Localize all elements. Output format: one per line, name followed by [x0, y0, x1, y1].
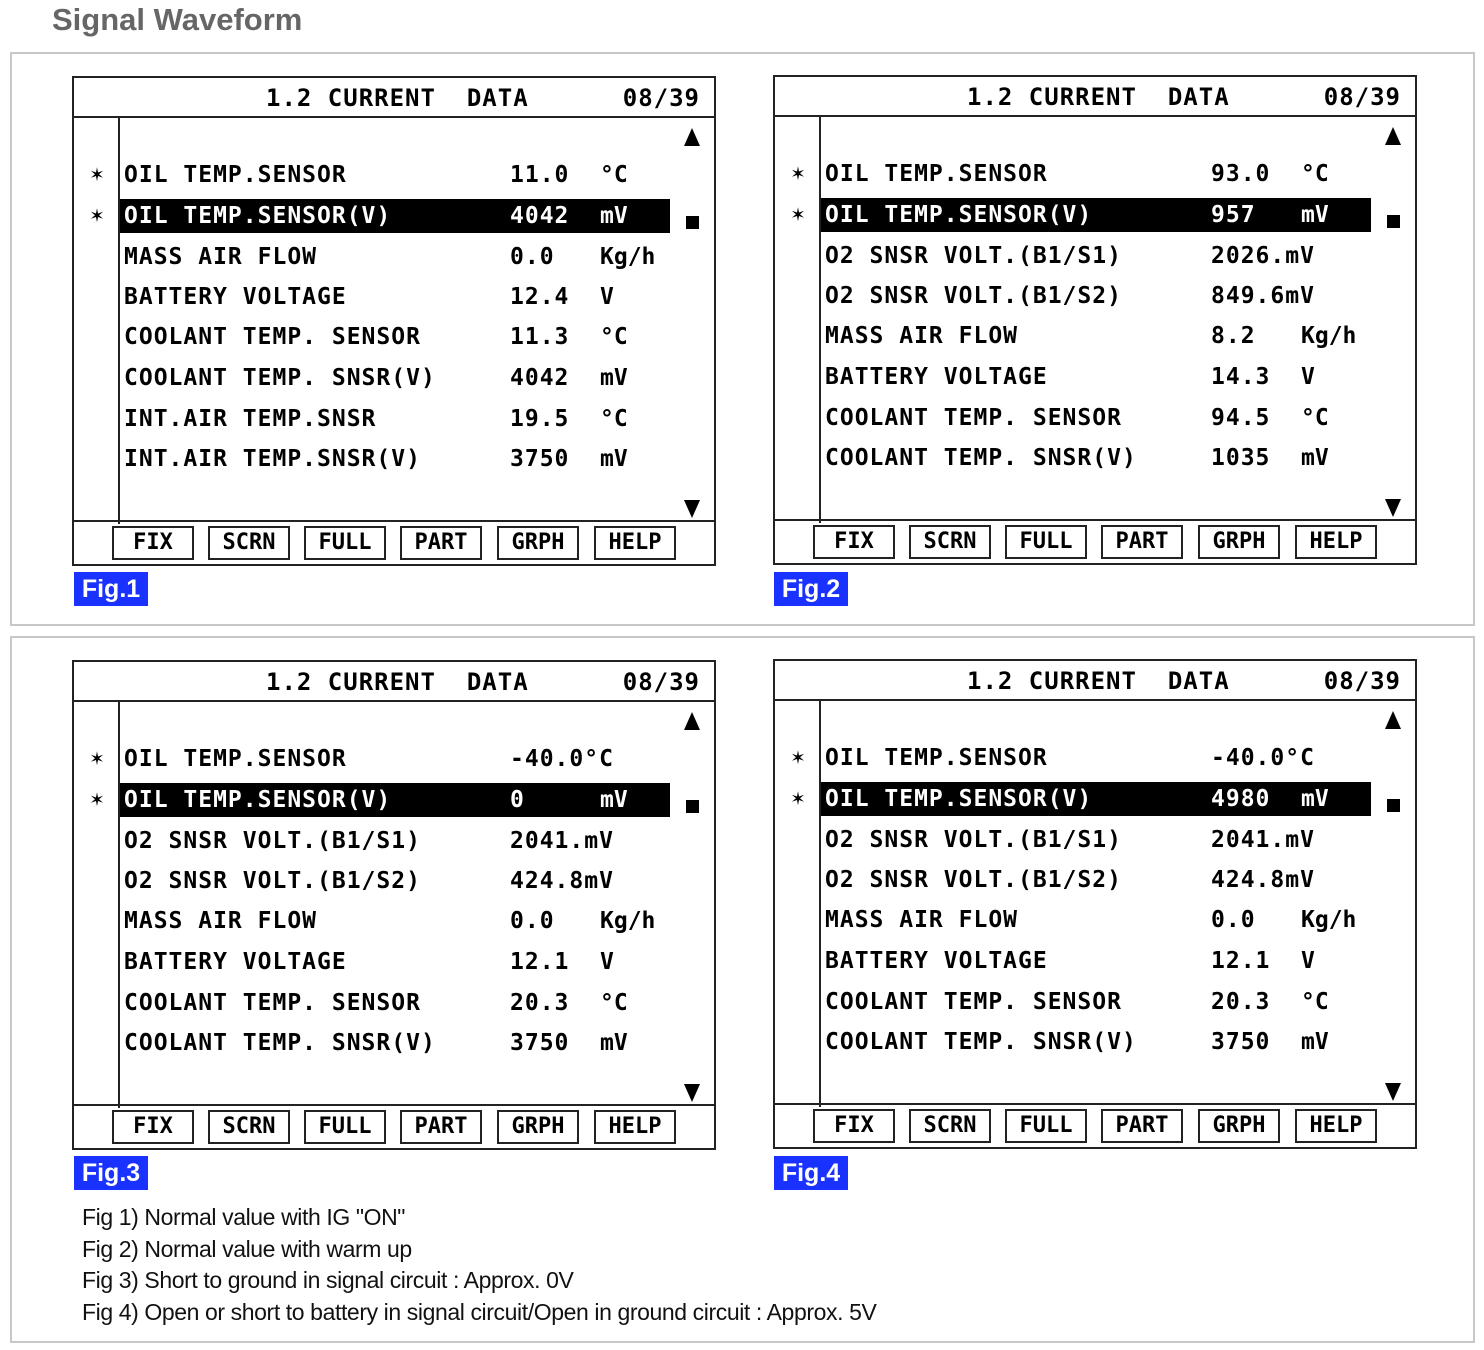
- data-row[interactable]: [120, 742, 670, 776]
- asterisk-icon: ✶: [90, 746, 104, 771]
- data-row[interactable]: [821, 157, 1371, 191]
- asterisk-icon: ✶: [791, 745, 805, 770]
- row-unit: V: [600, 284, 614, 310]
- fkey-scrn-button[interactable]: SCRN: [909, 1109, 991, 1143]
- row-label: OIL TEMP.SENSOR: [825, 745, 1048, 771]
- data-list: [118, 702, 674, 1108]
- data-row[interactable]: [821, 1025, 1371, 1059]
- row-value: 19.5: [510, 406, 570, 432]
- fkey-grph-button[interactable]: GRPH: [1198, 525, 1280, 559]
- triangle-down-icon[interactable]: [684, 500, 700, 518]
- page-counter: 08/39: [622, 84, 700, 112]
- screen-title: 1.2 CURRENT DATA: [266, 668, 529, 696]
- row-label: COOLANT TEMP. SENSOR: [825, 405, 1122, 431]
- fkey-part-button[interactable]: PART: [400, 526, 482, 560]
- row-unit: °C: [1301, 405, 1329, 431]
- row-label: COOLANT TEMP. SNSR(V): [124, 365, 436, 391]
- asterisk-icon: ✶: [90, 162, 104, 187]
- fig-label-1: Fig.1: [74, 572, 148, 606]
- row-unit: mV: [600, 365, 628, 391]
- row-label: MASS AIR FLOW: [825, 323, 1019, 349]
- asterisk-icon: ✶: [90, 787, 104, 812]
- row-label: OIL TEMP.SENSOR(V): [825, 786, 1093, 812]
- row-label: COOLANT TEMP. SNSR(V): [825, 445, 1137, 471]
- function-key-bar: [74, 1104, 714, 1148]
- fkey-full-button[interactable]: FULL: [1005, 1109, 1087, 1143]
- row-value: 12.1: [510, 949, 570, 975]
- row-value: 93.0: [1211, 161, 1271, 187]
- data-row[interactable]: [821, 782, 1371, 816]
- triangle-up-icon[interactable]: [1385, 127, 1401, 145]
- row-unit: Kg/h: [600, 244, 656, 270]
- row-label: OIL TEMP.SENSOR: [124, 162, 347, 188]
- row-label: INT.AIR TEMP.SNSR(V): [124, 446, 421, 472]
- data-row[interactable]: [821, 360, 1371, 394]
- row-value: 4042: [510, 203, 570, 229]
- row-value: 0.0: [510, 244, 555, 270]
- row-value: -40.0°C: [1211, 745, 1315, 771]
- data-row[interactable]: [120, 158, 670, 192]
- data-row[interactable]: [821, 863, 1371, 897]
- row-label: INT.AIR TEMP.SNSR: [124, 406, 377, 432]
- row-value: 8.2: [1211, 323, 1256, 349]
- row-label: COOLANT TEMP. SENSOR: [124, 990, 421, 1016]
- screen-header: [74, 78, 714, 118]
- note-fig4: Fig 4) Open or short to battery in signal circuit/Open in ground circuit : Approx. 5V: [82, 1298, 877, 1325]
- data-row[interactable]: [120, 320, 670, 354]
- note-fig3: Fig 3) Short to ground in signal circuit : Approx. 0V: [82, 1267, 574, 1293]
- row-unit: mV: [600, 446, 628, 472]
- row-label: O2 SNSR VOLT.(B1/S2): [825, 867, 1122, 893]
- data-row[interactable]: [120, 945, 670, 979]
- data-row[interactable]: [821, 985, 1371, 1019]
- fig-label-2: Fig.2: [774, 572, 848, 606]
- fkey-full-button[interactable]: FULL: [304, 526, 386, 560]
- scanner-screen-1: [72, 76, 716, 566]
- row-label: COOLANT TEMP. SNSR(V): [825, 1029, 1137, 1055]
- asterisk-icon: ✶: [791, 161, 805, 186]
- row-unit: mV: [1301, 445, 1329, 471]
- row-label: OIL TEMP.SENSOR(V): [124, 203, 392, 229]
- row-value: 14.3: [1211, 364, 1271, 390]
- scanner-screen-4: [773, 659, 1417, 1149]
- data-row[interactable]: [120, 986, 670, 1020]
- data-list: [819, 701, 1375, 1107]
- scrollbar[interactable]: [1375, 701, 1415, 1107]
- row-value: 1035: [1211, 445, 1271, 471]
- asterisk-icon: ✶: [90, 203, 104, 228]
- row-unit: °C: [600, 406, 628, 432]
- function-key-bar: [775, 519, 1415, 563]
- fkey-fix-button[interactable]: FIX: [813, 525, 895, 559]
- row-unit: mV: [600, 787, 628, 813]
- row-unit: Kg/h: [1301, 323, 1357, 349]
- row-value: 12.1: [1211, 948, 1271, 974]
- row-label: O2 SNSR VOLT.(B1/S1): [124, 828, 421, 854]
- screen-title: 1.2 CURRENT DATA: [967, 667, 1230, 695]
- row-value: 20.3: [510, 990, 570, 1016]
- row-unit: °C: [600, 162, 628, 188]
- fkey-help-button[interactable]: HELP: [1295, 1109, 1377, 1143]
- fkey-fix-button[interactable]: FIX: [813, 1109, 895, 1143]
- row-label: BATTERY VOLTAGE: [124, 284, 347, 310]
- function-key-bar: [74, 520, 714, 564]
- data-list: [819, 117, 1375, 523]
- row-label: MASS AIR FLOW: [124, 908, 318, 934]
- scrollbar[interactable]: [674, 118, 714, 524]
- row-unit: Kg/h: [600, 908, 656, 934]
- data-row[interactable]: [821, 441, 1371, 475]
- square-icon[interactable]: [686, 216, 699, 229]
- data-row[interactable]: [120, 240, 670, 274]
- row-unit: mV: [1301, 786, 1329, 812]
- row-label: OIL TEMP.SENSOR: [825, 161, 1048, 187]
- fkey-full-button[interactable]: FULL: [1005, 525, 1087, 559]
- screen-header: [74, 662, 714, 702]
- triangle-up-icon[interactable]: [1385, 711, 1401, 729]
- scanner-screen-2: [773, 75, 1417, 565]
- row-value: 2041.mV: [510, 828, 614, 854]
- scrollbar[interactable]: [1375, 117, 1415, 523]
- data-list: [118, 118, 674, 524]
- note-fig1: Fig 1) Normal value with IG "ON": [82, 1204, 406, 1230]
- row-unit: °C: [600, 990, 628, 1016]
- row-value: 0.0: [1211, 907, 1256, 933]
- row-label: OIL TEMP.SENSOR: [124, 746, 347, 772]
- square-icon[interactable]: [1387, 799, 1400, 812]
- row-label: BATTERY VOLTAGE: [825, 364, 1048, 390]
- scrollbar[interactable]: [674, 702, 714, 1108]
- fkey-part-button[interactable]: PART: [1101, 1109, 1183, 1143]
- row-label: COOLANT TEMP. SENSOR: [825, 989, 1122, 1015]
- data-row[interactable]: [120, 904, 670, 938]
- note-fig2: Fig 2) Normal value with warm up: [82, 1235, 412, 1262]
- square-icon[interactable]: [686, 800, 699, 813]
- data-row[interactable]: [821, 903, 1371, 937]
- row-label: COOLANT TEMP. SENSOR: [124, 324, 421, 350]
- row-unit: Kg/h: [1301, 907, 1357, 933]
- row-label: OIL TEMP.SENSOR(V): [124, 787, 392, 813]
- fkey-full-button[interactable]: FULL: [304, 1110, 386, 1144]
- row-label: O2 SNSR VOLT.(B1/S2): [825, 283, 1122, 309]
- screen-title: 1.2 CURRENT DATA: [967, 83, 1230, 111]
- row-unit: mV: [1301, 202, 1329, 228]
- page-counter: 08/39: [1323, 83, 1401, 111]
- fkey-scrn-button[interactable]: SCRN: [208, 1110, 290, 1144]
- row-value: 424.8mV: [1211, 867, 1315, 893]
- fkey-grph-button[interactable]: GRPH: [497, 1110, 579, 1144]
- data-row[interactable]: [821, 944, 1371, 978]
- row-label: BATTERY VOLTAGE: [825, 948, 1048, 974]
- row-value: 3750: [1211, 1029, 1271, 1055]
- screen-header: [775, 77, 1415, 117]
- data-row[interactable]: [120, 864, 670, 898]
- data-row[interactable]: [821, 279, 1371, 313]
- square-icon[interactable]: [1387, 215, 1400, 228]
- row-value: 424.8mV: [510, 868, 614, 894]
- fkey-grph-button[interactable]: GRPH: [497, 526, 579, 560]
- fkey-fix-button[interactable]: FIX: [112, 526, 194, 560]
- triangle-down-icon[interactable]: [1385, 1083, 1401, 1101]
- data-row[interactable]: [120, 361, 670, 395]
- page-title: Signal Waveform: [52, 2, 303, 37]
- row-value: -40.0°C: [510, 746, 614, 772]
- data-row[interactable]: [821, 823, 1371, 857]
- row-unit: °C: [1301, 161, 1329, 187]
- data-row[interactable]: [120, 199, 670, 233]
- data-row[interactable]: [120, 442, 670, 476]
- row-unit: V: [1301, 364, 1315, 390]
- data-row[interactable]: [821, 319, 1371, 353]
- row-unit: mV: [1301, 1029, 1329, 1055]
- asterisk-icon: ✶: [791, 202, 805, 227]
- row-unit: °C: [600, 324, 628, 350]
- row-unit: V: [600, 949, 614, 975]
- row-value: 0.0: [510, 908, 555, 934]
- data-row[interactable]: [120, 783, 670, 817]
- row-label: MASS AIR FLOW: [825, 907, 1019, 933]
- function-key-bar: [775, 1103, 1415, 1147]
- data-row[interactable]: [821, 198, 1371, 232]
- page-counter: 08/39: [1323, 667, 1401, 695]
- row-value: 94.5: [1211, 405, 1271, 431]
- row-value: 3750: [510, 1030, 570, 1056]
- fig-label-3: Fig.3: [74, 1156, 148, 1190]
- row-value: 2026.mV: [1211, 243, 1315, 269]
- row-label: OIL TEMP.SENSOR(V): [825, 202, 1093, 228]
- row-value: 12.4: [510, 284, 570, 310]
- row-unit: mV: [600, 203, 628, 229]
- fkey-scrn-button[interactable]: SCRN: [208, 526, 290, 560]
- data-row[interactable]: [821, 741, 1371, 775]
- row-label: BATTERY VOLTAGE: [124, 949, 347, 975]
- data-row[interactable]: [120, 1026, 670, 1060]
- row-value: 11.0: [510, 162, 570, 188]
- row-value: 20.3: [1211, 989, 1271, 1015]
- fkey-fix-button[interactable]: FIX: [112, 1110, 194, 1144]
- row-value: 3750: [510, 446, 570, 472]
- page-counter: 08/39: [622, 668, 700, 696]
- screen-header: [775, 661, 1415, 701]
- triangle-up-icon[interactable]: [684, 712, 700, 730]
- fkey-part-button[interactable]: PART: [400, 1110, 482, 1144]
- row-value: 0: [510, 787, 525, 813]
- row-value: 4980: [1211, 786, 1271, 812]
- data-row[interactable]: [120, 280, 670, 314]
- data-row[interactable]: [821, 239, 1371, 273]
- row-unit: mV: [600, 1030, 628, 1056]
- row-value: 11.3: [510, 324, 570, 350]
- data-row[interactable]: [120, 402, 670, 436]
- row-label: O2 SNSR VOLT.(B1/S1): [825, 243, 1122, 269]
- asterisk-icon: ✶: [791, 786, 805, 811]
- row-value: 2041.mV: [1211, 827, 1315, 853]
- row-label: MASS AIR FLOW: [124, 244, 318, 270]
- fkey-part-button[interactable]: PART: [1101, 525, 1183, 559]
- triangle-up-icon[interactable]: [684, 128, 700, 146]
- fkey-help-button[interactable]: HELP: [594, 1110, 676, 1144]
- data-row[interactable]: [120, 824, 670, 858]
- row-value: 849.6mV: [1211, 283, 1315, 309]
- triangle-down-icon[interactable]: [1385, 499, 1401, 517]
- fkey-grph-button[interactable]: GRPH: [1198, 1109, 1280, 1143]
- fkey-scrn-button[interactable]: SCRN: [909, 525, 991, 559]
- fkey-help-button[interactable]: HELP: [594, 526, 676, 560]
- row-label: O2 SNSR VOLT.(B1/S1): [825, 827, 1122, 853]
- row-value: 957: [1211, 202, 1256, 228]
- screen-title: 1.2 CURRENT DATA: [266, 84, 529, 112]
- scanner-screen-3: [72, 660, 716, 1150]
- data-row[interactable]: [821, 401, 1371, 435]
- row-label: O2 SNSR VOLT.(B1/S2): [124, 868, 421, 894]
- row-value: 4042: [510, 365, 570, 391]
- notes-list: [82, 1202, 876, 1328]
- fig-label-4: Fig.4: [774, 1156, 848, 1190]
- fkey-help-button[interactable]: HELP: [1295, 525, 1377, 559]
- row-label: COOLANT TEMP. SNSR(V): [124, 1030, 436, 1056]
- row-unit: °C: [1301, 989, 1329, 1015]
- triangle-down-icon[interactable]: [684, 1084, 700, 1102]
- row-unit: V: [1301, 948, 1315, 974]
